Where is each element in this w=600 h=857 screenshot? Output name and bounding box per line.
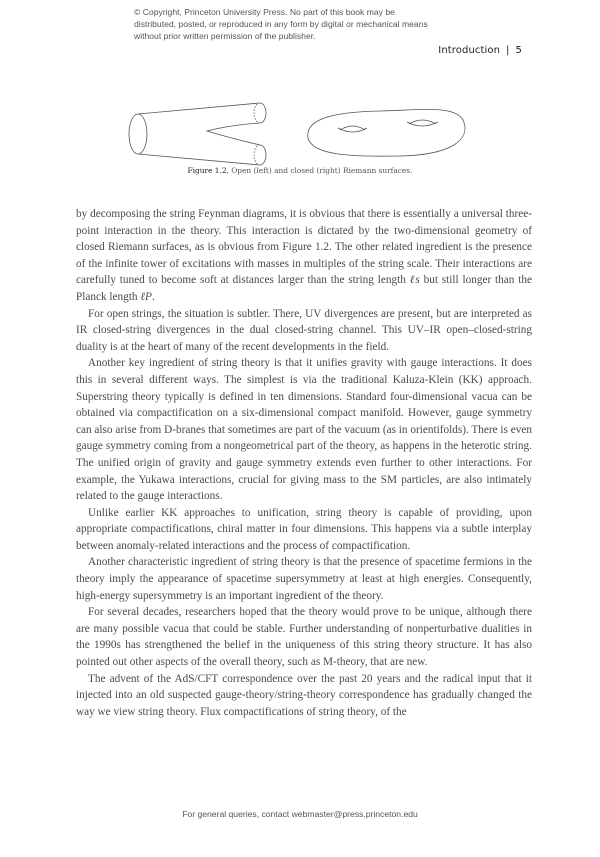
paragraph-6: For several decades, researchers hoped that the theory would prove to be unique, although there are many possible vacua that could be stable. Further understanding of nonperturbative dualities in the 1990s has strengthened the belief in the uniqueness of this string theory structure. It has also pointed out other aspects of the overall theory, such as M-theory, that are new. <box>76 606 532 669</box>
paragraph-1-end: . <box>151 290 155 303</box>
paragraph-1-text: by decomposing the string Feynman diagrams, it is obvious that there is essentially a universal three-point interaction in the theory. This interaction is dictated by the two-dimensional geometry of closed Riemann surfaces, as is obvious from Figure 1.2. The other related ingredient is the presence of the infinite tower of excitations with masses in multiples of the string scale. Their interactions are carefully tuned to become soft at distances larger than the string length <box>76 208 532 287</box>
copyright-notice: © Copyright, Princeton University Press. No part of this book may be distributed, posted, or reproduced in any form by digital or mechanical means without prior written permission of the publisher. <box>134 7 428 41</box>
paragraph-1-mid: but still longer than the Planck length <box>76 274 532 303</box>
riemann-surfaces-illustration <box>120 80 480 180</box>
paragraph-5: Another characteristic ingredient of string theory is that the presence of spacetime fermions in the theory imply the appearance of spacetime supersymmetry at least at high energies. Consequently, high-energy supersymmetry is an important ingredient of the theory. <box>76 556 532 602</box>
paragraph-1 <box>76 206 532 306</box>
paragraph-2: For open strings, the situation is subtler. There, UV divergences are present, but are interpreted as IR closed-string divergences in the dual closed-string channel. This UV–IR open–closed-string duality is at the heart of many of the recent developments in the field. <box>76 307 532 353</box>
footer-contact: For general queries, contact webmaster@press.princeton.edu <box>182 809 418 819</box>
page-number: 5 <box>515 45 522 56</box>
closed-riemann-surface <box>308 109 465 156</box>
running-title: Introduction <box>438 45 501 56</box>
open-riemann-surface <box>129 103 266 165</box>
figure-caption-text: Open (left) and closed (right) Riemann surfaces. <box>231 166 413 175</box>
paragraph-3: Another key ingredient of string theory is that it unifies gravity with gauge interactions. It does this in several different ways. The simplest is via the traditional Kaluza-Klein (KK) approach. Superstring theory typically is defined in ten dimensions. Standard four-dimensional vacua can be obtained via compactification on a six-dimensional compact manifold. However, gauge symmetry can also arise from D-branes that sometimes are part of the vacuum (as in orientifolds). There is even gauge symmetry coming from a nongeometrical part of the theory, as happens in the heterotic string. The unified origin of gravity and gauge symmetry extends even further to other interactions. For example, the Yukawa interactions, crucial for giving mass to the SM particles, are also intimately related to the gauge interactions. <box>76 357 532 503</box>
figure-caption <box>0 166 600 175</box>
paragraph-4: Unlike earlier KK approaches to unification, string theory is capable of providing, upon appropriate compactifications, chiral matter in four dimensions. This happens via a subtle interplay between anomaly-related interactions and the process of compactification. <box>76 506 532 552</box>
running-head-separator: | <box>506 45 510 56</box>
paragraph-7: The advent of the AdS/CFT correspondence over the past 20 years and the radical input that it injected into an old suspected gauge-theory/string-theory correspondence has gradually changed the way we view string theory. Flux compactifications of string theory, of the <box>76 672 532 718</box>
planck-length-symbol: ℓP <box>140 290 152 303</box>
figure-label: Figure 1.2. <box>187 166 229 175</box>
body-text <box>76 206 532 720</box>
figure-riemann-surfaces <box>120 80 480 180</box>
running-head <box>438 45 522 56</box>
string-length-symbol: ℓs <box>409 274 420 287</box>
